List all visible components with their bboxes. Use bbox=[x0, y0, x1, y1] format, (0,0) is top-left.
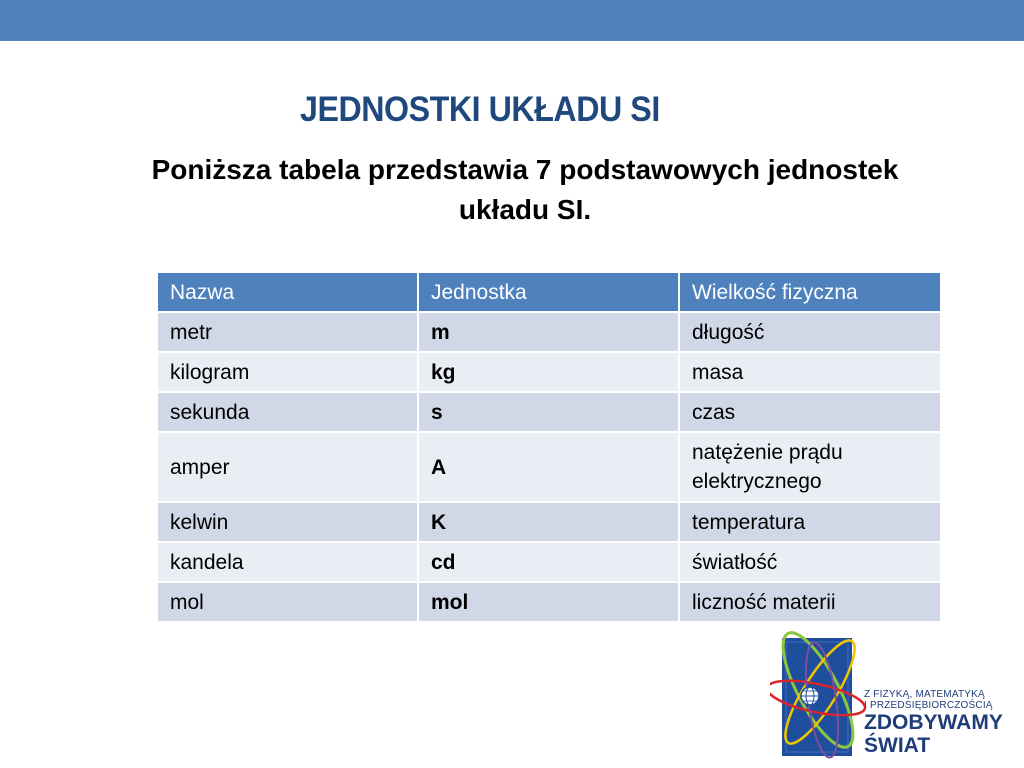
unit-name-cell: sekunda bbox=[157, 392, 418, 432]
table-row bbox=[157, 392, 941, 432]
table-row bbox=[157, 502, 941, 542]
unit-name-cell: kilogram bbox=[157, 352, 418, 392]
unit-name-cell: mol bbox=[157, 582, 418, 622]
quantity-cell: temperatura bbox=[679, 502, 941, 542]
logo-brand-line-2: ŚWIAT bbox=[864, 734, 931, 757]
logo-tagline bbox=[864, 689, 993, 711]
logo-brand bbox=[864, 711, 1003, 757]
slide-title: JEDNOSTKI UKŁADU SI bbox=[300, 90, 660, 129]
top-bar bbox=[0, 0, 1024, 41]
table-row bbox=[157, 582, 941, 622]
table-row bbox=[157, 352, 941, 392]
unit-symbol-cell: mol bbox=[418, 582, 679, 622]
quantity-cell: masa bbox=[679, 352, 941, 392]
unit-name-cell: kelwin bbox=[157, 502, 418, 542]
table-row bbox=[157, 312, 941, 352]
unit-name-cell: amper bbox=[157, 432, 418, 502]
column-header-quantity: Wielkość fizyczna bbox=[679, 272, 941, 312]
quantity-cell: światłość bbox=[679, 542, 941, 582]
unit-name-cell: metr bbox=[157, 312, 418, 352]
unit-symbol-cell: K bbox=[418, 502, 679, 542]
logo-tagline-line-2: I PRZEDSIĘBIORCZOŚCIĄ bbox=[864, 700, 993, 711]
globe-icon bbox=[801, 687, 819, 705]
table-row bbox=[157, 542, 941, 582]
si-units-table bbox=[156, 271, 942, 623]
table-header-row bbox=[157, 272, 941, 312]
logo-tagline-line-1: Z FIZYKĄ, MATEMATYKĄ bbox=[864, 689, 985, 700]
logo-brand-line-1: ZDOBYWAMY bbox=[864, 711, 1003, 734]
slide-subtitle: Poniższa tabela przedstawia 7 podstawowych jednostek układu SI. bbox=[151, 154, 899, 225]
quantity-cell: liczność materii bbox=[679, 582, 941, 622]
column-header-unit: Jednostka bbox=[418, 272, 679, 312]
column-header-name: Nazwa bbox=[157, 272, 418, 312]
unit-symbol-cell: s bbox=[418, 392, 679, 432]
unit-name-cell: kandela bbox=[157, 542, 418, 582]
unit-symbol-cell: kg bbox=[418, 352, 679, 392]
unit-symbol-cell: m bbox=[418, 312, 679, 352]
quantity-cell: natężenie prądu elektrycznego bbox=[679, 432, 941, 502]
unit-symbol-cell: cd bbox=[418, 542, 679, 582]
quantity-cell: czas bbox=[679, 392, 941, 432]
unit-symbol-cell: A bbox=[418, 432, 679, 502]
quantity-cell: długość bbox=[679, 312, 941, 352]
table-row bbox=[157, 432, 941, 502]
